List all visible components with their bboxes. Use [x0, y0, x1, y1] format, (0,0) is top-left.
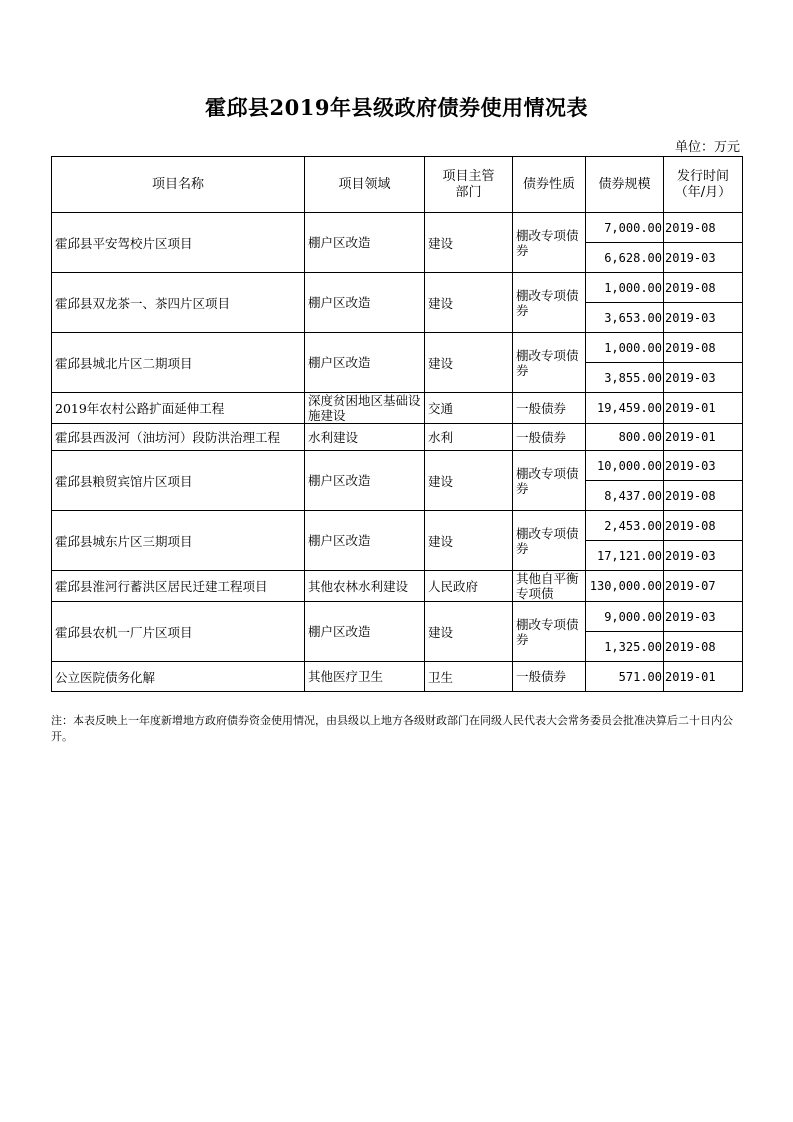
project-name: 霍邱县双龙茶一、茶四片区项目 [52, 273, 305, 333]
header-name: 项目名称 [52, 157, 305, 213]
bond-amount: 571.00 [586, 662, 664, 692]
project-name: 2019年农村公路扩面延伸工程 [52, 393, 305, 424]
issue-date: 2019-08 [664, 511, 743, 541]
bond-table [51, 156, 743, 692]
header-field: 项目领域 [305, 157, 425, 213]
bond-amount: 10,000.00 [586, 451, 664, 481]
bond-amount: 17,121.00 [586, 541, 664, 571]
project-nature: 棚改专项债券 [513, 451, 586, 511]
project-nature: 一般债券 [513, 393, 586, 424]
project-name: 霍邱县西汲河（油坊河）段防洪治理工程 [52, 424, 305, 451]
bond-amount: 7,000.00 [586, 213, 664, 243]
project-field: 水利建设 [305, 424, 425, 451]
table-row [52, 424, 743, 451]
bond-amount: 6,628.00 [586, 243, 664, 273]
project-name: 公立医院债务化解 [52, 662, 305, 692]
issue-date: 2019-01 [664, 424, 743, 451]
bond-amount: 1,000.00 [586, 273, 664, 303]
project-name: 霍邱县城东片区三期项目 [52, 511, 305, 571]
project-field: 棚户区改造 [305, 511, 425, 571]
header-dept: 项目主管部门 [425, 157, 513, 213]
project-nature: 棚改专项债券 [513, 213, 586, 273]
project-dept: 建设 [425, 602, 513, 662]
table-row [52, 213, 743, 243]
table-row [52, 662, 743, 692]
bond-amount: 800.00 [586, 424, 664, 451]
bond-amount: 1,000.00 [586, 333, 664, 363]
project-dept: 建设 [425, 213, 513, 273]
issue-date: 2019-03 [664, 602, 743, 632]
bond-amount: 3,653.00 [586, 303, 664, 333]
project-nature: 其他自平衡专项债 [513, 571, 586, 602]
table-row [52, 273, 743, 303]
project-dept: 建设 [425, 333, 513, 393]
project-nature: 一般债券 [513, 662, 586, 692]
unit-label: 单位：万元 [674, 140, 740, 155]
project-nature: 一般债券 [513, 424, 586, 451]
project-dept: 建设 [425, 273, 513, 333]
project-dept: 建设 [425, 511, 513, 571]
bond-amount: 8,437.00 [586, 481, 664, 511]
table-row [52, 602, 743, 632]
issue-date: 2019-03 [664, 363, 743, 393]
project-field: 棚户区改造 [305, 273, 425, 333]
bond-amount: 3,855.00 [586, 363, 664, 393]
issue-date: 2019-08 [664, 632, 743, 662]
project-dept: 交通 [425, 393, 513, 424]
project-field: 棚户区改造 [305, 602, 425, 662]
issue-date: 2019-08 [664, 481, 743, 511]
project-nature: 棚改专项债券 [513, 273, 586, 333]
issue-date: 2019-08 [664, 273, 743, 303]
issue-date: 2019-03 [664, 451, 743, 481]
project-field: 其他医疗卫生 [305, 662, 425, 692]
table-row [52, 511, 743, 541]
issue-date: 2019-03 [664, 541, 743, 571]
table-row [52, 333, 743, 363]
issue-date: 2019-03 [664, 303, 743, 333]
issue-date: 2019-01 [664, 393, 743, 424]
table-row [52, 571, 743, 602]
bond-amount: 9,000.00 [586, 602, 664, 632]
issue-date: 2019-08 [664, 213, 743, 243]
footnote: 注：本表反映上一年度新增地方政府债券资金使用情况，由县级以上地方各级财政部门在同级人民代表大会常务委员会批准决算后二十日内公开。 [51, 714, 733, 743]
project-dept: 建设 [425, 451, 513, 511]
project-dept: 水利 [425, 424, 513, 451]
header-row [52, 157, 743, 213]
project-dept: 人民政府 [425, 571, 513, 602]
bond-amount: 1,325.00 [586, 632, 664, 662]
project-field: 棚户区改造 [305, 213, 425, 273]
project-field: 棚户区改造 [305, 451, 425, 511]
table-row [52, 451, 743, 481]
project-field: 深度贫困地区基础设施建设 [305, 393, 425, 424]
header-nature: 债券性质 [513, 157, 586, 213]
header-scale: 债券规模 [586, 157, 664, 213]
header-date: 发行时间（年/月） [664, 157, 743, 213]
project-field: 棚户区改造 [305, 333, 425, 393]
issue-date: 2019-01 [664, 662, 743, 692]
project-nature: 棚改专项债券 [513, 333, 586, 393]
project-nature: 棚改专项债券 [513, 511, 586, 571]
table-row [52, 393, 743, 424]
bond-amount: 130,000.00 [586, 571, 664, 602]
project-name: 霍邱县粮贸宾馆片区项目 [52, 451, 305, 511]
project-name: 霍邱县农机一厂片区项目 [52, 602, 305, 662]
issue-date: 2019-07 [664, 571, 743, 602]
project-name: 霍邱县淮河行蓄洪区居民迁建工程项目 [52, 571, 305, 602]
bond-amount: 19,459.00 [586, 393, 664, 424]
page-title: 霍邱县2019年县级政府债券使用情况表 [205, 95, 588, 120]
project-nature: 棚改专项债券 [513, 602, 586, 662]
project-field: 其他农林水利建设 [305, 571, 425, 602]
issue-date: 2019-08 [664, 333, 743, 363]
table-body [52, 213, 743, 692]
project-name: 霍邱县平安驾校片区项目 [52, 213, 305, 273]
issue-date: 2019-03 [664, 243, 743, 273]
project-dept: 卫生 [425, 662, 513, 692]
bond-amount: 2,453.00 [586, 511, 664, 541]
project-name: 霍邱县城北片区二期项目 [52, 333, 305, 393]
